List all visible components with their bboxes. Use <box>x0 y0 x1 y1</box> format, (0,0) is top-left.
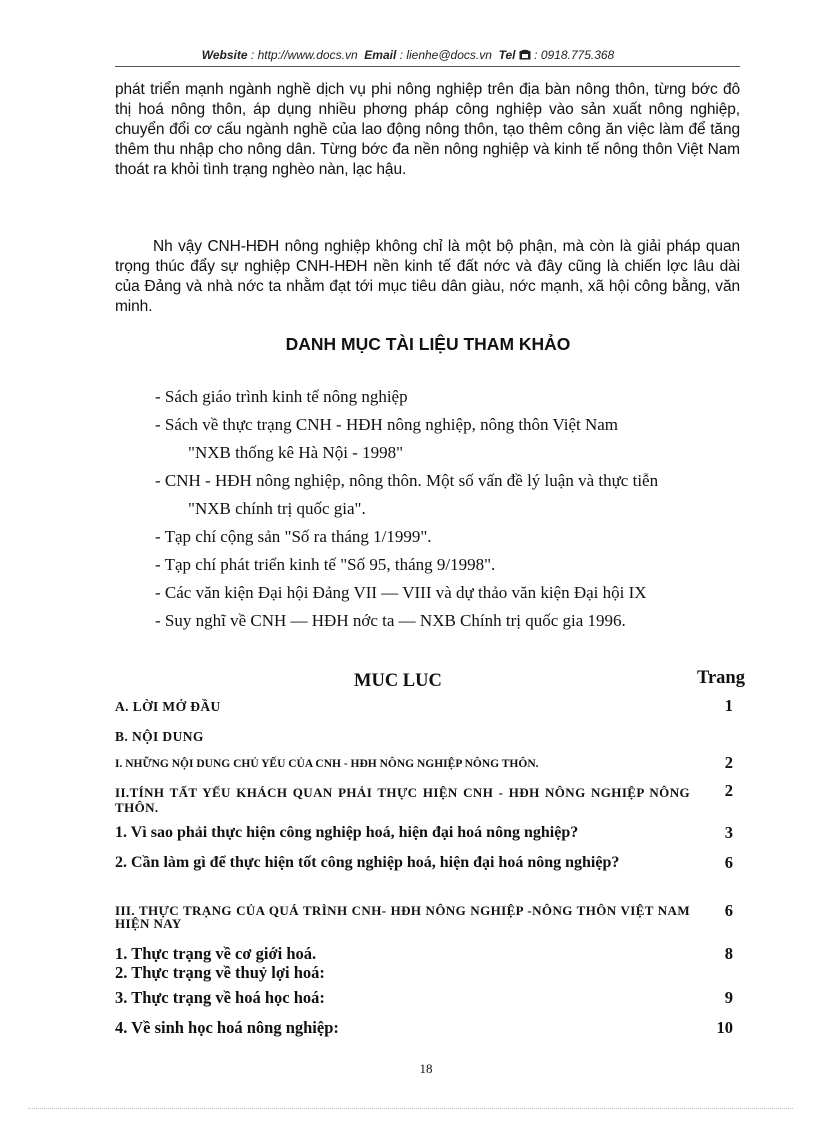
reference-item: - CNH - HĐH nông nghiệp, nông thôn. Một số vấn đề lý luận và thực tiễn <box>155 471 659 490</box>
toc-entry-text: 3. Thực trạng về hoá học hoá: <box>115 988 325 1007</box>
toc-entry-page: 2 <box>724 781 733 800</box>
toc-entry-text: A. LỜI MỞ ĐẦU <box>115 699 221 714</box>
reference-item: - Sách giáo trình kinh tế nông nghiệp <box>155 387 408 406</box>
toc-entry-text: 1. Vì sao phải thực hiện công nghiệp hoá, hiện đại hoá nông nghiệp? <box>115 824 579 841</box>
website-label: Website <box>201 48 248 62</box>
body-paragraph-2: Nh vậy CNH-HĐH nông nghiệp không chỉ là một bộ phận, mà còn là giải pháp quan trọng thúc đẩy sự nghiệp CNH-HĐH nền kinh tế đất nớc và đây cũng là chiến lợc lâu dài của Đảng và nhà nớc ta nhằm đạt tới mục tiêu dân giàu, nớc mạnh, xã hội công bằng, văn minh. <box>115 238 740 315</box>
tel-value: : 0918.775.368 <box>534 48 615 62</box>
toc-entry-text: III. THỰC TRẠNG CỦA QUÁ TRÌNH CNH- HĐH NÔNG NGHIỆP -NÔNG THÔN VIỆT NAM HIỆN NAY <box>115 903 690 931</box>
toc-entry-page: 6 <box>724 901 733 920</box>
tel-label: Tel <box>498 48 516 62</box>
page-header <box>0 48 816 63</box>
bottom-divider <box>28 1108 793 1109</box>
toc-title: MUC LUC <box>354 671 442 691</box>
toc-entry-page: 8 <box>724 944 733 963</box>
reference-item-detail: "NXB thống kê Hà Nội - 1998" <box>188 443 404 462</box>
toc-entry-text: B. NỘI DUNG <box>115 729 204 744</box>
reference-item: - Tạp chí cộng sản "Số ra tháng 1/1999". <box>155 527 432 546</box>
body-paragraph-1: phát triển mạnh ngành nghề dịch vụ phi nông nghiệp trên địa bàn nông thôn, từng bớc đô thị hoá nông thôn, áp dụng nhiều phơng pháp công nghiệp vào sản xuất nông nghiệp, chuyển đổi cơ cấu ngành nghề của lao động nông thôn, tạo thêm công ăn việc làm để tăng thêm thu nhập cho nông dân. Từng bớc đa nền nông nghiệp và kinh tế nông thôn Việt Nam thoát ra khỏi tình trạng nghèo nàn, lạc hậu. <box>115 81 740 178</box>
reference-item: - Suy nghĩ về CNH — HĐH nớc ta — NXB Chính trị quốc gia 1996. <box>155 611 626 630</box>
reference-item: - Tạp chí phát triển kinh tế "Số 95, tháng 9/1998". <box>155 555 496 574</box>
website-value: : http://www.docs.vn <box>250 48 358 62</box>
page-number: 18 <box>419 1061 433 1076</box>
toc-entry-page: 6 <box>724 853 733 872</box>
references-title: DANH MỤC TÀI LIỆU THAM KHẢO <box>285 334 571 354</box>
email-value: : lienhe@docs.vn <box>399 48 492 62</box>
toc-entry-page: 3 <box>724 823 733 842</box>
toc-entry-text: 4. Về sinh học hoá nông nghiệp: <box>115 1018 339 1037</box>
toc-entry-text: I. NHỮNG NỘI DUNG CHỦ YẾU CỦA CNH - HĐH NÔNG NGHIỆP NÔNG THÔN. <box>115 758 539 770</box>
toc-entry-text: 1. Thực trạng về cơ giới hoá. <box>115 944 317 963</box>
reference-item-detail: "NXB chính trị quốc gia". <box>188 499 366 518</box>
references-list <box>155 386 755 638</box>
toc-entry-text: II.TÍNH TẤT YẾU KHÁCH QUAN PHẢI THỰC HIỆN CNH - HĐH NÔNG NGHIỆP NÔNG THÔN. <box>115 785 690 815</box>
reference-item: - Các văn kiện Đại hội Đảng VII — VIII và dự thảo văn kiện Đại hội IX <box>155 583 647 602</box>
email-label: Email <box>364 48 397 62</box>
toc-entry-text: 2. Cần làm gì để thực hiện tốt công nghiệp hoá, hiện đại hoá nông nghiệp? <box>115 854 620 871</box>
header-divider <box>115 66 740 67</box>
toc-entry-page: 2 <box>724 753 733 772</box>
reference-item: - Sách về thực trạng CNH - HĐH nông nghiệp, nông thôn Việt Nam <box>155 415 619 434</box>
phone-icon <box>519 49 531 63</box>
toc-entry-text: 2. Thực trạng về thuỷ lợi hoá: <box>115 963 325 982</box>
toc-entry-page: 1 <box>724 696 733 715</box>
toc-page-column-label: Trang <box>697 668 745 688</box>
toc-entry-page: 9 <box>724 988 733 1007</box>
toc-entry-page: 10 <box>716 1018 733 1037</box>
